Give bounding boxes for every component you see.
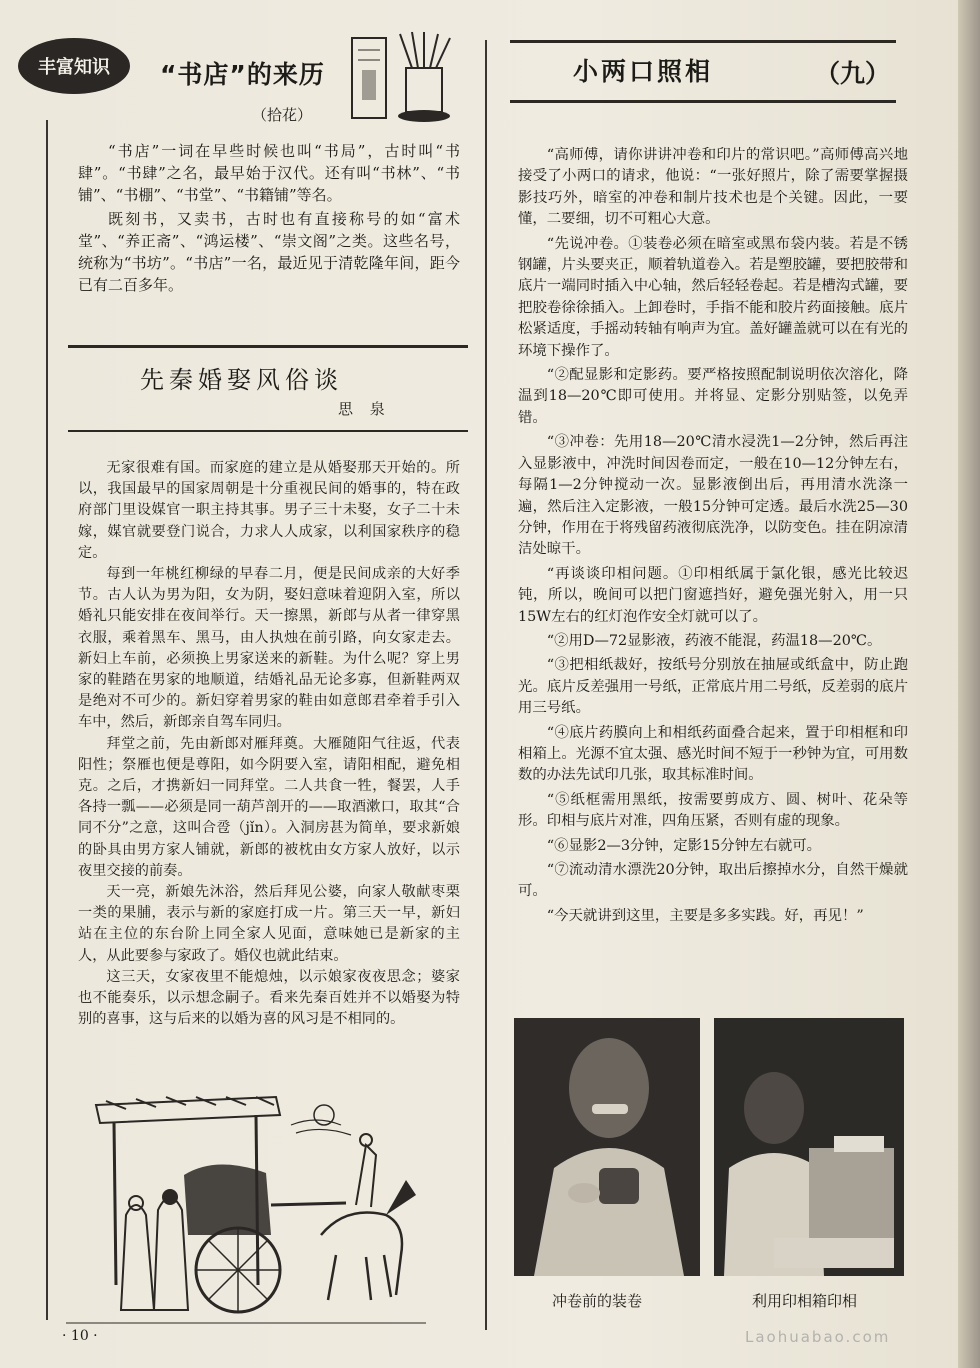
article2-author: 思 泉 [338, 400, 391, 418]
page-number-value: 10 [70, 1328, 89, 1344]
page-number: · 10 · [62, 1328, 98, 1344]
article3-paragraph: “②配显影和定影药。要严格按照配制说明依次溶化，降温到18—20℃即可使用。并将显、定影分别贴签，以免弄错。 [518, 367, 908, 426]
article3-paragraph: “先说冲卷。①装卷必须在暗室或黑布袋内装。若是不锈钢罐，片头要夹正，顺着轨道卷入。若是塑胶罐，要把胶带和底片一端同时插入中心轴，然后轻轻卷起。若是槽沟式罐，要把胶卷徐徐插入。上卸卷时，手指不能和胶片药面接触。底片松紧适度，手摇动转轴有响声为宜。盖好罐盖就可以在有光的环境下操作了。 [518, 235, 908, 359]
article2-paragraph: 无家很难有国。而家庭的建立是从婚娶那天开始的。所以，我国最早的国家周朝是十分重视民间的婚事的，特在政府部门里设媒官一职主持其事。男子三十未娶，女子二十未嫁，媒官就要登门说合，力求人人成家，以利国家秩序的稳定。 [78, 460, 460, 561]
article2-paragraph: 每到一年桃红柳绿的早春二月，便是民间成亲的大好季节。古人认为男为阳，女为阴，娶妇意味着迎阴入室，所以婚礼只能安排在夜间举行。天一擦黑，新郎与从者一律穿黑衣服，乘着黑车、黑马，由人执烛在前引路，向女家走去。新妇上车前，必须换上男家送来的新鞋。为什么呢？穿上男家的鞋踏在男家的地顺道，结婚礼品无论多寡，但新鞋两双是绝对不可少的。新妇穿着男家的鞋由如意郎君牵着手引入车中，然后，新郎亲自驾车同归。 [78, 566, 460, 731]
article1-paragraph: “书店”一词在早些时候也叫“书局”，古时叫“书肆”。“书肆”之名，最早始于汉代。还有叫“书林”、“书铺”、“书棚”、“书堂”、“书籍铺”等名。 [78, 142, 460, 204]
article3-paragraph: “④底片药膜向上和相纸药面叠合起来，置于印相框和印相箱上。光源不宜太强、感光时间不短于一秒钟为宜，可用数数的办法先试印几张，取其标准时间。 [518, 724, 908, 784]
left-margin-rule [46, 120, 48, 1320]
divider-rule [510, 100, 896, 103]
article1-title: “书店”的来历 [160, 60, 325, 89]
photo-loading-film [514, 1018, 700, 1276]
article2-body [78, 458, 460, 1030]
photo-caption: 利用印相箱印相 [752, 1292, 858, 1310]
brush-pot-illustration [350, 30, 465, 130]
site-watermark: Laohuabao.com [745, 1328, 891, 1346]
article2-paragraph: 天一亮，新娘先沐浴，然后拜见公婆，向家人敬献枣栗一类的果脯，表示与新的家庭打成一片。第三天一早，新妇站在主位的东台阶上同全家人见面，意味她已是新家的主人，从此要参与家政了。婚仪也就此结束。 [78, 884, 460, 964]
divider-rule [68, 430, 468, 432]
article3-part: （九） [815, 59, 891, 88]
article3-paragraph: “⑥显影2—3分钟，定影15分钟左右就可。 [546, 837, 822, 854]
article2-title: 先秦婚娶风俗谈 [140, 366, 343, 394]
divider-rule [68, 345, 468, 348]
article3-paragraph: “③把相纸裁好，按纸号分别放在抽屉或纸盒中，防止跑光。底片反差强用一号纸，正常底片用二号纸，反差弱的底片用三号纸。 [518, 657, 908, 717]
article3-paragraph: “②用D—72显影液，药液不能混，药温18—20℃。 [546, 632, 882, 649]
article3-body [518, 145, 908, 930]
wedding-carriage-illustration [66, 1085, 426, 1335]
divider-rule [510, 40, 896, 43]
article2-paragraph: 这三天，女家夜里不能熄烛，以示娘家夜夜思念；婆家也不能奏乐，以示想念嗣子。看来先秦百姓并不以婚娶为特别的喜事，这与后来的以婚为喜的风习是不相同的。 [78, 968, 460, 1028]
article3-paragraph: “⑦流动清水漂洗20分钟，取出后擦掉水分，自然干燥就可。 [518, 862, 908, 900]
article3-title: 小两口照相 [573, 57, 714, 86]
article3-paragraph: “⑤纸框需用黑纸，按需要剪成方、圆、树叶、花朵等形。印相与底片对准，四角压紧，否则有虚的现象。 [518, 791, 908, 830]
photo-caption: 冲卷前的装卷 [552, 1292, 643, 1310]
article2-paragraph: 拜堂之前，先由新郎对雁拜奠。大雁随阳气往返，代表阳性；祭雁也便是尊阳，如今阴要入室，请阳相配，避免相克。之后，才携新妇一同拜堂。二人共食一牲，餐罢，人手各持一瓢——必须是同一葫芦剖开的——取酒漱口，取其“合同不分”之意，这叫合卺（jǐn）。入洞房甚为简单，要求新娘的卧具由男方家人铺就，新郎的被枕由女方家人放好，以示夜里交接的前奏。 [78, 735, 460, 879]
article3-paragraph: “③冲卷：先用18—20℃清水浸洗1—2分钟，然后再注入显影液中，冲洗时间因卷而定，一般在10—12分钟左右，每隔1—2分钟搅动一次。显影液倒出后，再用清水洗涤一遍，然后注入定影液，一般15分钟可定透。最后水洗25—30分钟，作用在于将残留药液彻底洗净，以防变色。挂在阴凉清洁处晾干。 [518, 434, 908, 558]
article3-paragraph: “高师傅，请你讲讲冲卷和印片的常识吧。”高师傅高兴地接受了小两口的请求，他说：“一张好照片，除了需要掌握摄影技巧外，暗室的冲卷和制片技术也是个关键。因此，一要懂，二要细，切不可粗心大意。 [518, 147, 908, 228]
photo-printing-box [714, 1018, 904, 1276]
article1-body [78, 140, 460, 298]
article3-paragraph: “今天就讲到这里，主要是多多实践。好，再见！” [546, 907, 864, 924]
section-badge: 丰富知识 [18, 38, 130, 94]
column-divider [485, 40, 487, 1330]
article1-author: （拾花） [252, 106, 313, 124]
article3-paragraph: “再谈谈印相问题。①印相纸属于氯化银，感光比较迟钝，所以，晚间可以把门窗遮挡好，避免强光射入，用一只15W左右的红灯泡作安全灯就可以了。 [518, 565, 908, 625]
article1-paragraph: 既刻书，又卖书，古时也有直接称号的如“富术堂”、“养正斋”、“鸿运楼”、“崇文阁”之类。这些名号，统称为“书坊”。“书店”一名，最近见于清乾隆年间，距今已有二百多年。 [78, 210, 460, 294]
binding-edge [958, 0, 980, 1368]
